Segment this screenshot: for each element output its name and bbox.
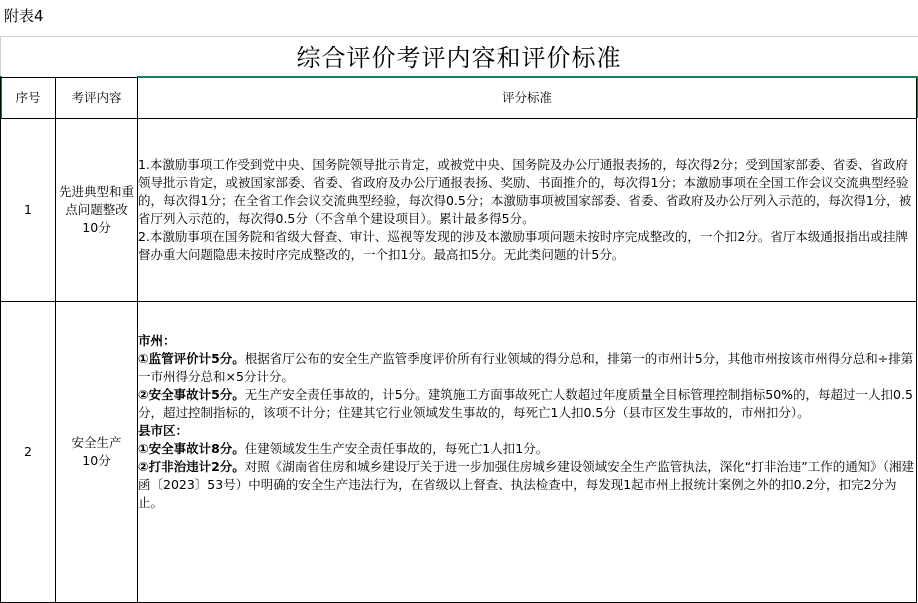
criteria-item bbox=[138, 350, 916, 386]
header-criteria[interactable]: 评分标准 bbox=[138, 77, 917, 119]
attachment-label: 附表4 bbox=[4, 7, 44, 25]
page-title: 综合评价考评内容和评价标准 bbox=[296, 44, 622, 72]
row-content[interactable] bbox=[56, 302, 138, 603]
table-row bbox=[1, 119, 917, 302]
criteria-lead: ②打非治违计2分。 bbox=[138, 459, 245, 474]
city-heading: 市州： bbox=[138, 333, 176, 348]
table-row bbox=[1, 302, 917, 603]
header-content[interactable]: 考评内容 bbox=[56, 77, 138, 119]
row-criteria[interactable] bbox=[138, 302, 917, 603]
item-score: 10分 bbox=[82, 453, 111, 468]
row-criteria[interactable] bbox=[138, 119, 917, 302]
criteria-item bbox=[138, 440, 916, 458]
criteria-paragraph: 2.本激励事项在国务院和省级大督查、审计、巡视等发现的涉及本激励事项问题未按时序完成整改的，一个扣2分。省厅本级通报指出或挂牌督办重大问题隐患未按时序完成整改的，一个扣1分。最高扣5分。无此类问题的计5分。 bbox=[138, 229, 908, 262]
item-name: 安全生产 bbox=[71, 435, 122, 450]
header-seq[interactable]: 序号 bbox=[1, 77, 56, 119]
criteria-text: 住建领域发生生产安全责任事故的，每死亡1人扣1分。 bbox=[244, 441, 549, 456]
row-content[interactable] bbox=[56, 119, 138, 302]
criteria-text: 根据省厅公布的安全生产监管季度评价所有行业领域的得分总和，排第一的市州计5分，其他市州按该市州得分总和÷排第一市州得分总和×5分计分。 bbox=[138, 351, 914, 384]
criteria-lead: ①监管评价计5分。 bbox=[138, 351, 245, 366]
criteria-lead: ②安全事故计5分。 bbox=[138, 387, 245, 402]
item-score: 10分 bbox=[82, 220, 111, 235]
criteria-text: 无生产安全责任事故的，计5分。建筑施工方面事故死亡人数超过年度质量全目标管理控制指标50%的，每超过一人扣0.5分，超过控制指标的，该项不计分；住建其它行业领域发生事故的，每死亡1人扣0.5分（县市区发生事故的，市州扣分）。 bbox=[138, 387, 913, 420]
row-seq[interactable]: 1 bbox=[1, 119, 56, 302]
criteria-item bbox=[138, 386, 916, 422]
table-header-row bbox=[1, 77, 917, 119]
row-seq[interactable]: 2 bbox=[1, 302, 56, 603]
criteria-lead: ①安全事故计8分。 bbox=[138, 441, 245, 456]
header-divider bbox=[0, 36, 918, 37]
criteria-paragraph: 1.本激励事项工作受到党中央、国务院领导批示肯定，或被党中央、国务院及办公厅通报表扬的，每次得2分；受到国家部委、省委、省政府领导批示肯定，或被国家部委、省委、省政府及办公厅通报表扬、奖励、书面推介的，每次得1分；本激励事项在全国工作会议交流典型经验的，每次得1分；在全省工作会议交流典型经验，每次得0.5分；本激励事项被国家部委、省委、省政府及办公厅列入示范的，每次得1分，被省厅列入示范的，每次得0.5分（不含单个建设项目）。累计最多得5分。 bbox=[138, 157, 912, 226]
criteria-text: 对照《湖南省住房和城乡建设厅关于进一步加强住房城乡建设领域安全生产监管执法，深化“打非治违”工作的通知》（湘建函〔2023〕53号）中明确的安全生产违法行为，在省级以上督查、执法检查中，每发现1起市州上报统计案例之外的扣0.2分，扣完2分为止。 bbox=[138, 459, 915, 510]
criteria-item bbox=[138, 458, 916, 512]
criteria-table bbox=[0, 76, 917, 603]
county-heading: 县市区： bbox=[138, 423, 189, 438]
item-name: 先进典型和重点问题整改 bbox=[58, 184, 134, 217]
